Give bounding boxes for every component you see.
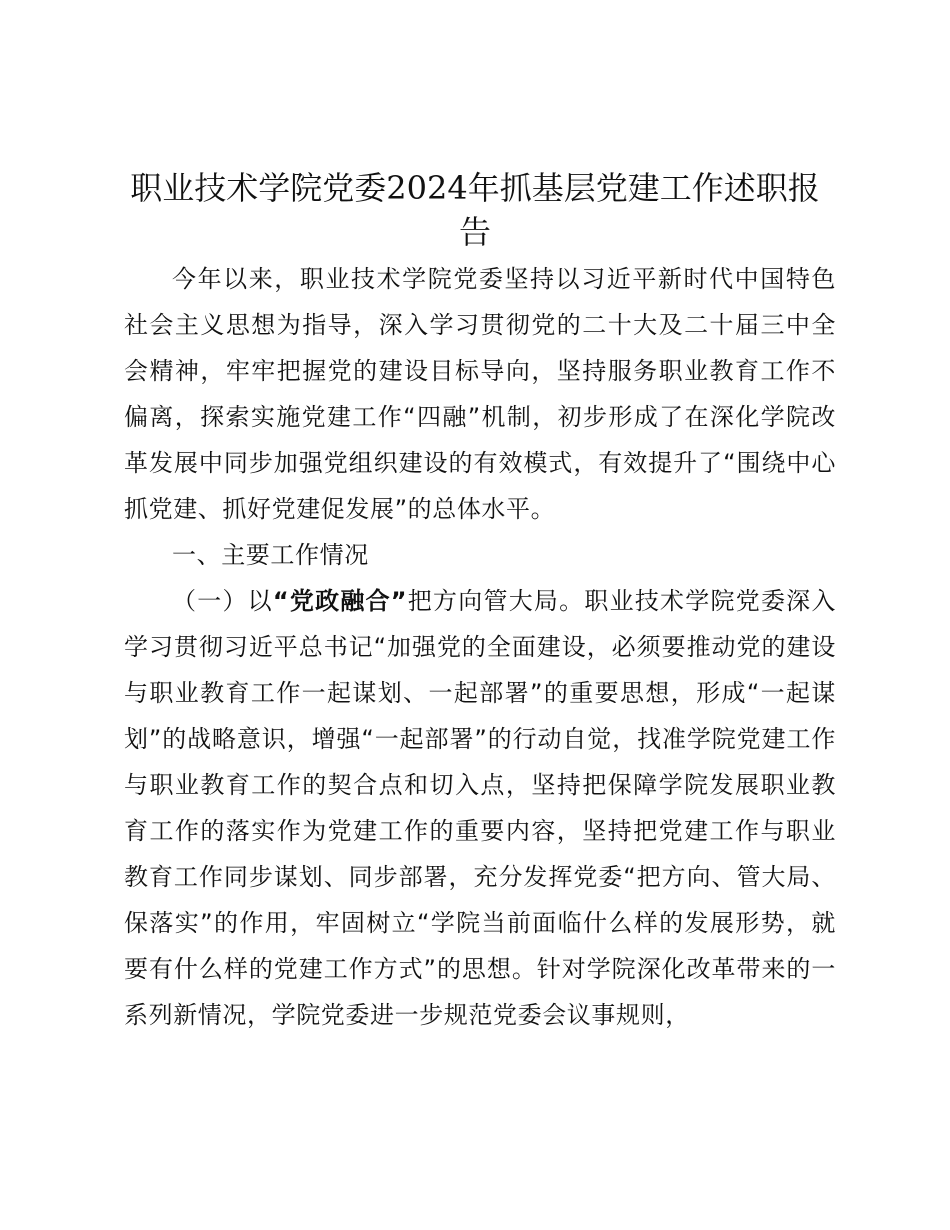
section-heading: 一、主要工作情况 [172,541,369,569]
subsection-paragraph [124,578,836,1038]
subsection-keyword: “党政融合” [272,587,408,615]
subsection-prefix: （一）以 [172,587,273,615]
document-body [124,256,836,1038]
document-title: 职业技术学院党委2024年抓基层党建工作述职报告 [130,169,820,251]
subsection-text: 把方向管大局。职业技术学院党委深入学习贯彻习近平总书记“加强党的全面建设，必须要推动党的建设与职业教育工作一起谋划、一起部署”的重要思想，形成“一起谋划”的战略意识，增强“一起部署”的行动自觉，找准学院党建工作与职业教育工作的契合点和切入点，坚持把保障学院发展职业教育工作的落实作为党建工作的重要内容，坚持把党建工作与职业教育工作同步谋划、同步部署，充分发挥党委“把方向、管大局、保落实”的作用，牢固树立“学院当前面临什么样的发展形势，就要有什么样的党建工作方式”的思想。针对学院深化改革带来的一系列新情况，学院党委进一步规范党委会议事规则， [124,587,837,1029]
intro-paragraph: 今年以来，职业技术学院党委坚持以习近平新时代中国特色社会主义思想为指导，深入学习贯彻党的二十大及二十届三中全会精神，牢牢把握党的建设目标导向，坚持服务职业教育工作不偏离，探索实施党建工作“四融”机制，初步形成了在深化学院改革发展中同步加强党组织建设的有效模式，有效提升了“围绕中心抓党建、抓好党建促发展”的总体水平。 [124,265,836,523]
